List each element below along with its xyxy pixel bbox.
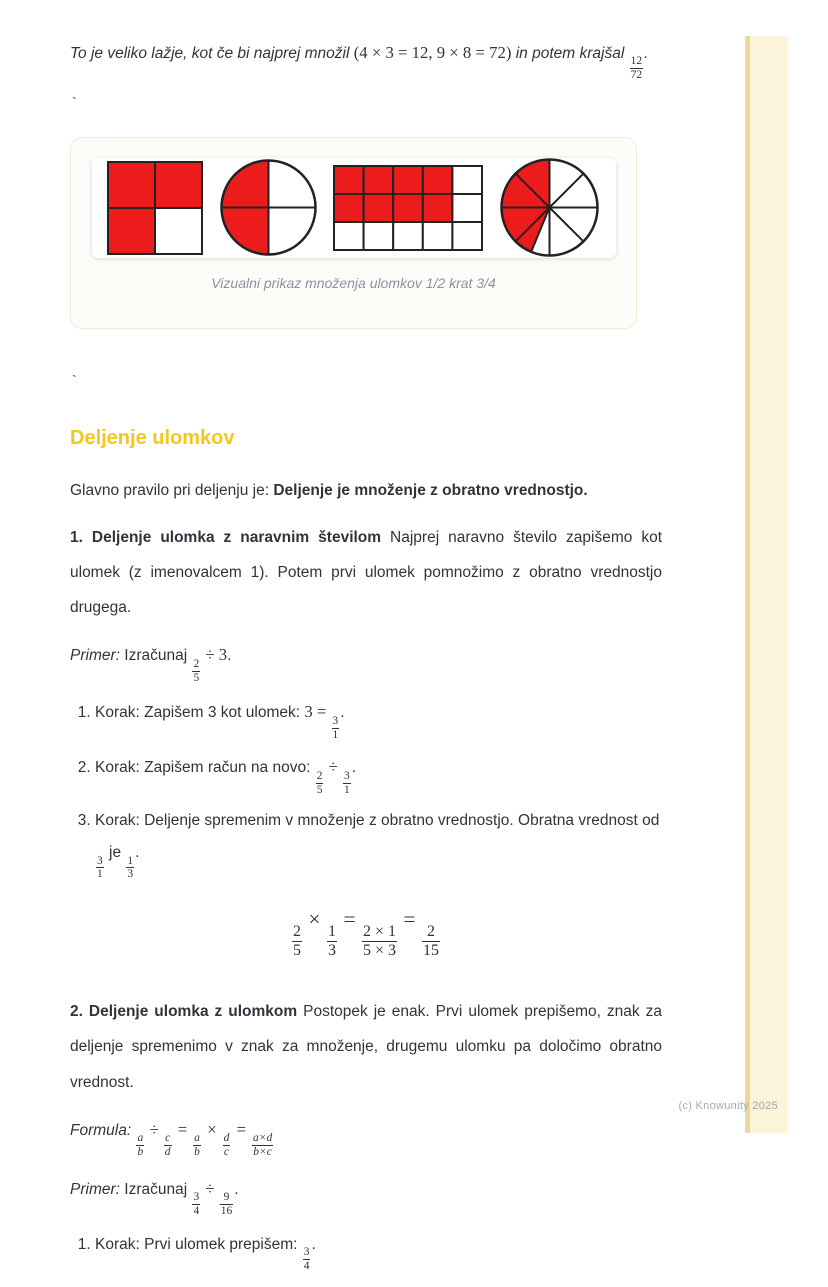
list-item: 1. Korak: Prvi ulomek prepišem: $\frac{3}{4}$ . — [95, 1229, 662, 1273]
stray-backtick-2: ` — [72, 371, 77, 388]
inline-fraction: $\frac{2}{5}$ — [293, 923, 301, 959]
fraction-pie-2-of-4 — [219, 158, 318, 257]
inline-fraction: $\frac{a\times d}{b\times c}$ — [252, 1132, 273, 1159]
fraction-grid-8-of-15 — [333, 165, 483, 251]
inline-fraction: $\frac{a}{b}$ — [137, 1132, 144, 1159]
inline-fraction: $\frac{a}{b}$ — [194, 1132, 200, 1159]
example2-line: Primer: Izračunaj $\frac{3}{4}$ ÷ $\frac{9}{16}$ . — [70, 1178, 239, 1218]
stray-backtick-1: ` — [72, 93, 77, 110]
division-by-fraction-paragraph: 2. Deljenje ulomka z ulomkom Postopek je enak. Prvi ulomek prepišemo, znak za deljenje spremenimo v znak za množenje, drugemu ulomku pa določimo obratno vrednost. — [70, 1002, 662, 1091]
inline-fraction: $\frac{1}{3}$ — [327, 923, 336, 959]
steps-list-1 — [70, 695, 662, 881]
document-content — [70, 34, 662, 1287]
rule-paragraph: Glavno pravilo pri deljenju je: Deljenje je množenje z obratno vrednostjo. — [70, 482, 588, 500]
inline-fraction: $\frac{1}{3}$ — [127, 854, 134, 881]
page-edge-strip — [745, 36, 789, 1133]
figure-card — [70, 137, 637, 329]
inline-fraction: $\frac{2}{15}$ — [422, 923, 439, 959]
math-display-formula: $\frac{2}{5}$ × $\frac{1}{3}$ = $\frac{2 \times 1}{5 \times 3}$ = $\frac{2}{15}$ — [293, 907, 439, 959]
inline-fraction: $\frac{12}{72}$ — [630, 55, 643, 82]
inline-fraction: $\frac{2}{5}$ — [316, 769, 323, 796]
formula-line: Formula: $\frac{a}{b}$ ÷ $\frac{c}{d}$ = $\frac{a}{b}$ × $\frac{d}{c}$ = $\frac{a\times d}{b\times c}$ — [70, 1119, 273, 1159]
division-by-natural-paragraph: 1. Deljenje ulomka z naravnim številom Najprej naravno število zapišemo kot ulomek (z imenovalcem 1). Potem prvi ulomek pomnožimo z obratno vrednostjo drugega. — [70, 528, 662, 617]
inline-fraction: $\frac{2}{5}$ — [193, 657, 200, 684]
inline-fraction: $\frac{3}{4}$ — [303, 1246, 310, 1272]
inline-fraction: $\frac{d}{c}$ — [223, 1132, 230, 1159]
inline-fraction: $\frac{c}{d}$ — [164, 1132, 171, 1159]
figure-caption: Vizualni prikaz množenja ulomkov 1/2 krat 3/4 — [211, 274, 496, 291]
fraction-pie-3-5-of-8 — [499, 157, 600, 258]
list-item: 3. Korak: Deljenje spremenim v množenje z obratno vrednostjo. Obratna vrednost od $\frac{3}{1}$ je $\frac{1}{3}$ . — [95, 805, 662, 881]
steps-list-2 — [70, 1229, 662, 1273]
inline-fraction: $\frac{2 \times 1}{5 \times 3}$ — [362, 923, 396, 959]
example1-line: Primer: Izračunaj $\frac{2}{5}$ ÷ 3. — [70, 645, 232, 684]
inline-fraction: $\frac{3}{4}$ — [193, 1191, 200, 1218]
intro-paragraph: To je veliko lažje, kot če bi najprej množil (4 × 3 = 12, 9 × 8 = 72) in potem krajšal $\frac{12}{72}$ . — [70, 43, 649, 82]
fraction-grid-3-of-4 — [107, 161, 203, 255]
inline-fraction: $\frac{9}{16}$ — [220, 1191, 233, 1218]
inline-fraction: $\frac{3}{1}$ — [344, 769, 350, 796]
inline-fraction: $\frac{3}{1}$ — [332, 714, 339, 741]
list-item: 2. Korak: Zapišem račun na novo: $\frac{2}{5}$ ÷ $\frac{3}{1}$ . — [95, 750, 662, 796]
section-heading: Deljenje ulomkov — [70, 427, 235, 450]
watermark: (c) Knowunity 2025 — [678, 1100, 778, 1112]
list-item: 1. Korak: Zapišem 3 kot ulomek: 3 = $\frac{3}{1}$ . — [95, 695, 662, 741]
figure-image — [92, 158, 616, 258]
inline-fraction: $\frac{3}{1}$ — [97, 854, 103, 881]
